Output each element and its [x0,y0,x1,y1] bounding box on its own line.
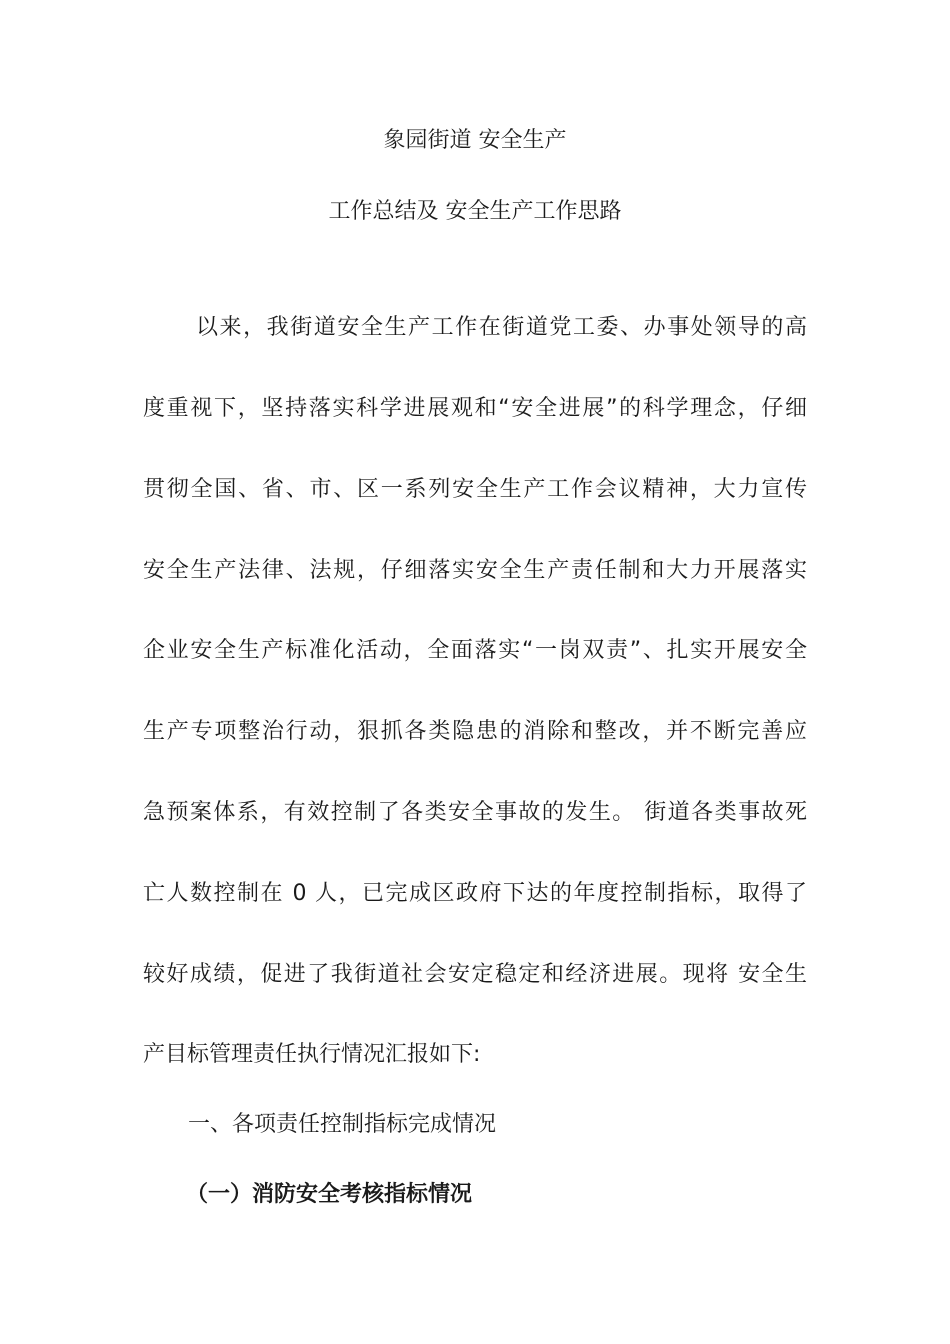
paragraph-line: 急预案体系，有效控制了各类安全事故的发生。 街道各类事故死 [143,800,807,825]
paragraph-line: 度重视下，坚持落实科学进展观和“安全进展”的科学理念，仔细 [143,396,807,421]
document-title-line-1: 象园街道 安全生产 [383,128,567,153]
paragraph-line: 企业安全生产标准化活动，全面落实“一岗双责”、扎实开展安全 [143,638,807,663]
paragraph-line: 生产专项整治行动，狠抓各类隐患的消除和整改，并不断完善应 [143,719,807,744]
document-title-line-2: 工作总结及 安全生产工作思路 [328,199,622,224]
paragraph-line: 安全生产法律、法规，仔细落实安全生产责任制和大力开展落实 [143,558,807,583]
paragraph-line: 以来，我街道安全生产工作在街道党工委、办事处领导的高 [196,315,807,340]
subsection-heading: （一）消防安全考核指标情况 [186,1182,473,1207]
paragraph-line: 贯彻全国、省、市、区一系列安全生产工作会议精神，大力宣传 [143,477,807,502]
paragraph-line: 较好成绩，促进了我街道社会安定稳定和经济进展。现将 安全生 [143,962,807,987]
paragraph-line: 产目标管理责任执行情况汇报如下: [143,1042,481,1067]
section-heading: 一、各项责任控制指标完成情况 [188,1112,497,1137]
paragraph-line: 亡人数控制在 0 人，已完成区政府下达的年度控制指标，取得了 [143,881,807,906]
